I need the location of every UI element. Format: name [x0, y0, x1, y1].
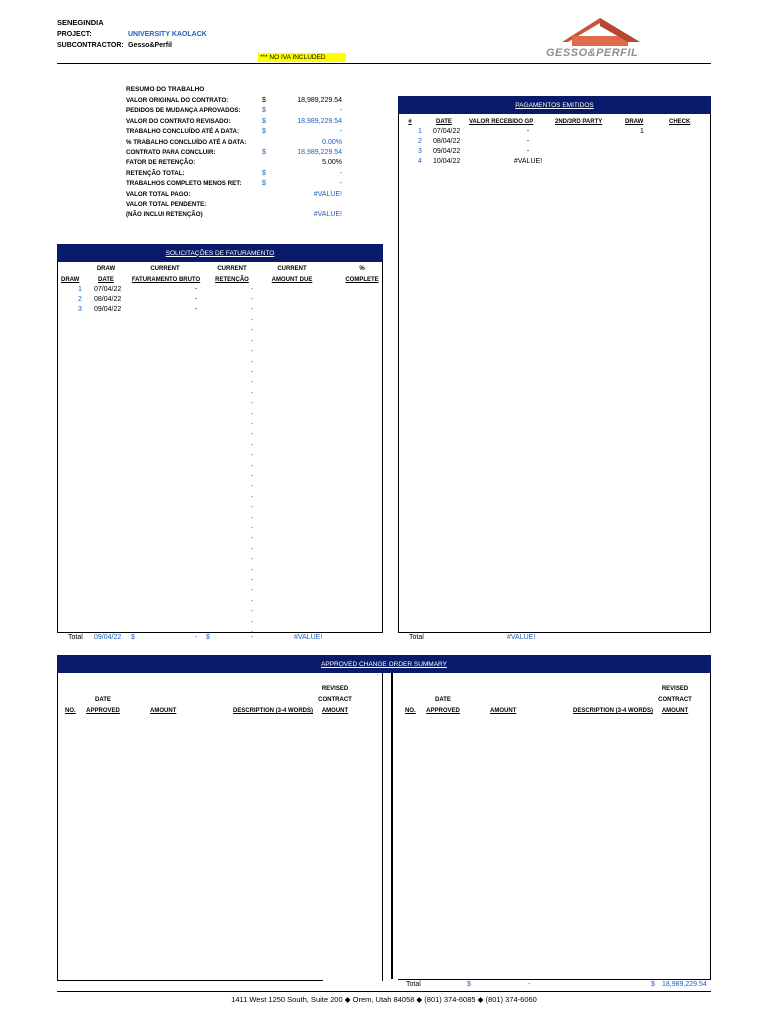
co-header-rev-amount: AMOUNT — [661, 708, 689, 714]
payments-title: PAGAMENTOS EMITIDOS — [398, 96, 711, 114]
billing-retention-dash: - — [251, 369, 254, 376]
billing-total-v2: - — [251, 634, 254, 641]
co-header-no: NO. — [405, 708, 416, 714]
co-header-contract: CONTRACT — [318, 697, 352, 703]
summary-currency: $ — [262, 169, 266, 177]
billing-retention-dash: - — [251, 535, 254, 543]
billing-retention-dash: - — [251, 556, 254, 564]
summary-label: TRABALHO CONCLUÍDO ATÉ A DATA: — [126, 128, 240, 136]
billing-draw: 3 — [78, 306, 82, 313]
summary-value: 18,989,229.54 — [297, 117, 342, 125]
billing-header-gross-bot: FATURAMENTO BRUTO — [131, 277, 201, 283]
payment-date: 08/04/22 — [433, 138, 461, 145]
billing-ret: - — [251, 306, 254, 313]
summary-value: 0.00% — [322, 138, 342, 146]
summary-label: VALOR TOTAL PAGO: — [126, 190, 191, 198]
project-label: PROJECT: — [57, 31, 92, 38]
co-header-revised: REVISED — [321, 686, 349, 692]
footer-divider — [57, 991, 711, 992]
co-header-date-top: DATE — [95, 697, 111, 703]
billing-total-cur1: $ — [131, 634, 135, 641]
payment-valor: #VALUE! — [513, 158, 543, 165]
summary-value: - — [339, 128, 342, 136]
payments-header-party: 2ND/3RD PARTY — [555, 119, 603, 125]
payments-header-valor: VALOR RECEBIDO GP — [469, 119, 534, 125]
summary-label: VALOR DO CONTRATO REVISADO: — [126, 117, 231, 125]
change-orders-left-bottom — [57, 980, 323, 981]
payment-date: 09/04/22 — [433, 148, 461, 155]
summary-value: 18,989,229.54 — [297, 97, 342, 104]
billing-retention-dash: - — [251, 358, 254, 366]
billing-retention-dash: - — [251, 379, 254, 387]
billing-retention-dash: - — [251, 327, 254, 335]
billing-retention-dash: - — [251, 400, 254, 408]
summary-currency: $ — [262, 117, 266, 125]
change-orders-total-label: Total — [406, 981, 421, 988]
billing-retention-dash: - — [251, 317, 254, 324]
billing-retention-dash: - — [251, 493, 254, 501]
payments-header-check: CHECK — [669, 119, 691, 125]
billing-header-ret-bot: RETENÇÃO — [215, 277, 249, 283]
billing-retention-dash: - — [251, 441, 254, 449]
summary-value: #VALUE! — [313, 190, 342, 198]
summary-label: VALOR TOTAL PENDENTE: — [126, 201, 207, 208]
billing-header-pct-top: % — [359, 266, 365, 272]
payment-date: 07/04/22 — [433, 128, 461, 135]
payments-header-date: DATE — [436, 119, 452, 125]
co-header-amount: AMOUNT — [490, 708, 517, 714]
payment-num: 1 — [418, 128, 422, 135]
billing-retention-dash: - — [251, 473, 254, 480]
billing-retention-dash: - — [251, 587, 254, 595]
billing-total-v3: #VALUE! — [294, 634, 323, 641]
co-header-desc: DESCRIPTION (3-4 WORDS) — [233, 708, 314, 714]
billing-ret: - — [251, 296, 254, 303]
billing-retention-dash: - — [251, 483, 254, 491]
billing-retention-dash: - — [251, 348, 254, 356]
billing-date: 08/04/22 — [94, 296, 122, 303]
billing-retention-dash: - — [251, 608, 254, 616]
co-header-date-top: DATE — [435, 697, 451, 703]
co-header-revised: REVISED — [661, 686, 689, 692]
change-orders-title: APPROVED CHANGE ORDER SUMMARY — [57, 655, 711, 673]
footer-city: Orem, Utah 84058 — [352, 995, 415, 1004]
change-orders-left-box — [57, 673, 383, 981]
diamond-icon: ◆ — [477, 995, 484, 1004]
billing-total-date: 09/04/22 — [94, 634, 122, 641]
change-orders-total-line — [398, 979, 711, 980]
summary-label: FATOR DE RETENÇÃO: — [126, 159, 196, 167]
billing-total-v1: - — [195, 634, 198, 641]
co-header-amount: AMOUNT — [150, 708, 177, 714]
payment-date: 10/04/22 — [433, 158, 461, 165]
logo-text: GESSO&PERFIL — [546, 47, 639, 59]
company-logo — [540, 14, 670, 64]
header-divider — [57, 63, 711, 64]
billing-header-draw: DRAW — [61, 277, 80, 283]
subcontractor-label: SUBCONTRACTOR: — [57, 42, 124, 49]
payments-header-num: # — [408, 119, 412, 125]
summary-label: (NÃO INCLUI RETENÇÃO) — [126, 211, 203, 219]
billing-header-pct-bot: COMPLETE — [345, 277, 379, 283]
summary-currency: $ — [262, 180, 266, 188]
payment-num: 3 — [418, 148, 422, 155]
summary-label: % TRABALHO CONCLUÍDO ATÉ A DATA: — [126, 138, 247, 146]
billing-header-due-top: CURRENT — [277, 266, 307, 272]
summary-currency: $ — [262, 149, 266, 156]
billing-retention-dash: - — [251, 452, 254, 460]
iva-note: *** NO IVA INCLUDED — [258, 53, 346, 62]
co-header-date-bot: APPROVED — [426, 708, 460, 714]
summary-label: PEDIDOS DE MUDANÇA APROVADOS: — [126, 107, 241, 115]
billing-box — [57, 262, 383, 632]
co-header-rev-amount: AMOUNT — [321, 708, 349, 714]
summary-currency: $ — [262, 107, 266, 115]
summary-value: #VALUE! — [313, 211, 342, 219]
diamond-icon: ◆ — [416, 995, 423, 1004]
billing-retention-dash: - — [251, 577, 254, 584]
summary-label: CONTRATO PARA CONCLUIR: — [126, 149, 216, 156]
footer-phone2: (801) 374-6060 — [485, 995, 537, 1004]
summary-label: TRABALHOS COMPLETO MENOS RET: — [126, 180, 242, 188]
billing-total-cur2: $ — [206, 634, 210, 641]
billing-gross: - — [195, 286, 198, 293]
payment-valor: - — [526, 138, 530, 145]
summary-value: - — [339, 107, 342, 115]
payments-box — [398, 114, 711, 632]
billing-retention-dash: - — [251, 525, 254, 532]
billing-ret: - — [251, 286, 254, 293]
co-header-contract: CONTRACT — [658, 697, 692, 703]
payment-num: 4 — [418, 158, 422, 165]
payments-total-value: #VALUE! — [507, 634, 536, 641]
footer — [57, 995, 711, 1004]
summary-value: 18,989,229.54 — [297, 149, 342, 156]
billing-header-date-top: DRAW — [96, 266, 116, 272]
billing-draw: 2 — [78, 296, 82, 303]
summary-label: VALOR ORIGINAL DO CONTRATO: — [126, 97, 229, 104]
billing-retention-dash: - — [251, 421, 254, 428]
summary-label: RETENÇÃO TOTAL: — [126, 169, 185, 177]
billing-date: 09/04/22 — [94, 306, 122, 313]
billing-retention-dash: - — [251, 566, 254, 574]
change-orders-total-cur2: $ — [651, 981, 655, 988]
billing-total-line — [57, 632, 383, 633]
billing-retention-dash: - — [251, 337, 254, 345]
billing-retention-dash: - — [251, 618, 254, 626]
footer-phone1: (801) 374-6085 — [424, 995, 476, 1004]
summary-value: - — [339, 180, 342, 188]
footer-address: 1411 West 1250 South, Suite 200 — [231, 995, 343, 1004]
billing-retention-dash: - — [251, 389, 254, 397]
payments-total-line — [398, 632, 711, 633]
company-name: SENEGINDIA — [57, 18, 104, 27]
billing-title: SOLICITAÇÕES DE FATURAMENTO — [57, 244, 383, 262]
project-value: UNIVERSITY KAOLACK — [128, 31, 207, 38]
payment-num: 2 — [418, 138, 422, 145]
payment-valor: - — [526, 148, 530, 155]
billing-header-gross-top: CURRENT — [150, 266, 180, 272]
change-orders-total-cur: $ — [467, 981, 471, 988]
payment-valor: - — [526, 128, 530, 135]
payments-total-label: Total — [409, 634, 424, 641]
co-header-date-bot: APPROVED — [86, 708, 120, 714]
co-header-no: NO. — [65, 708, 76, 714]
payment-draw: 1 — [640, 128, 644, 135]
co-header-desc: DESCRIPTION (3-4 WORDS) — [573, 708, 654, 714]
billing-header-date-bot: DATE — [98, 277, 114, 283]
summary-value: - — [339, 169, 342, 177]
summary-currency: $ — [262, 97, 266, 104]
billing-draw: 1 — [78, 286, 82, 293]
billing-retention-dash: - — [251, 462, 254, 470]
payments-header-draw: DRAW — [625, 119, 644, 125]
summary-value: 5.00% — [322, 159, 342, 167]
billing-gross: - — [195, 296, 198, 303]
summary-title: RESUMO DO TRABALHO — [126, 86, 205, 93]
billing-total-label: Total — [68, 634, 83, 641]
billing-retention-dash: - — [251, 545, 254, 553]
billing-header-due-bot: AMOUNT DUE — [271, 277, 313, 283]
billing-date: 07/04/22 — [94, 286, 122, 293]
billing-retention-dash: - — [251, 504, 254, 512]
summary-currency: $ — [262, 128, 266, 136]
change-orders-right-box — [391, 673, 711, 979]
billing-retention-dash: - — [251, 410, 254, 418]
change-orders-total-value: - — [528, 981, 531, 988]
billing-header-ret-top: CURRENT — [217, 266, 247, 272]
billing-gross: - — [195, 306, 198, 313]
change-orders-total-value2: 18,989,229.54 — [662, 981, 707, 988]
billing-retention-dash: - — [251, 431, 254, 439]
billing-retention-dash: - — [251, 514, 254, 522]
diamond-icon: ◆ — [344, 995, 351, 1004]
subcontractor-value: Gesso&Perfil — [128, 42, 172, 49]
billing-retention-dash: - — [251, 597, 254, 605]
